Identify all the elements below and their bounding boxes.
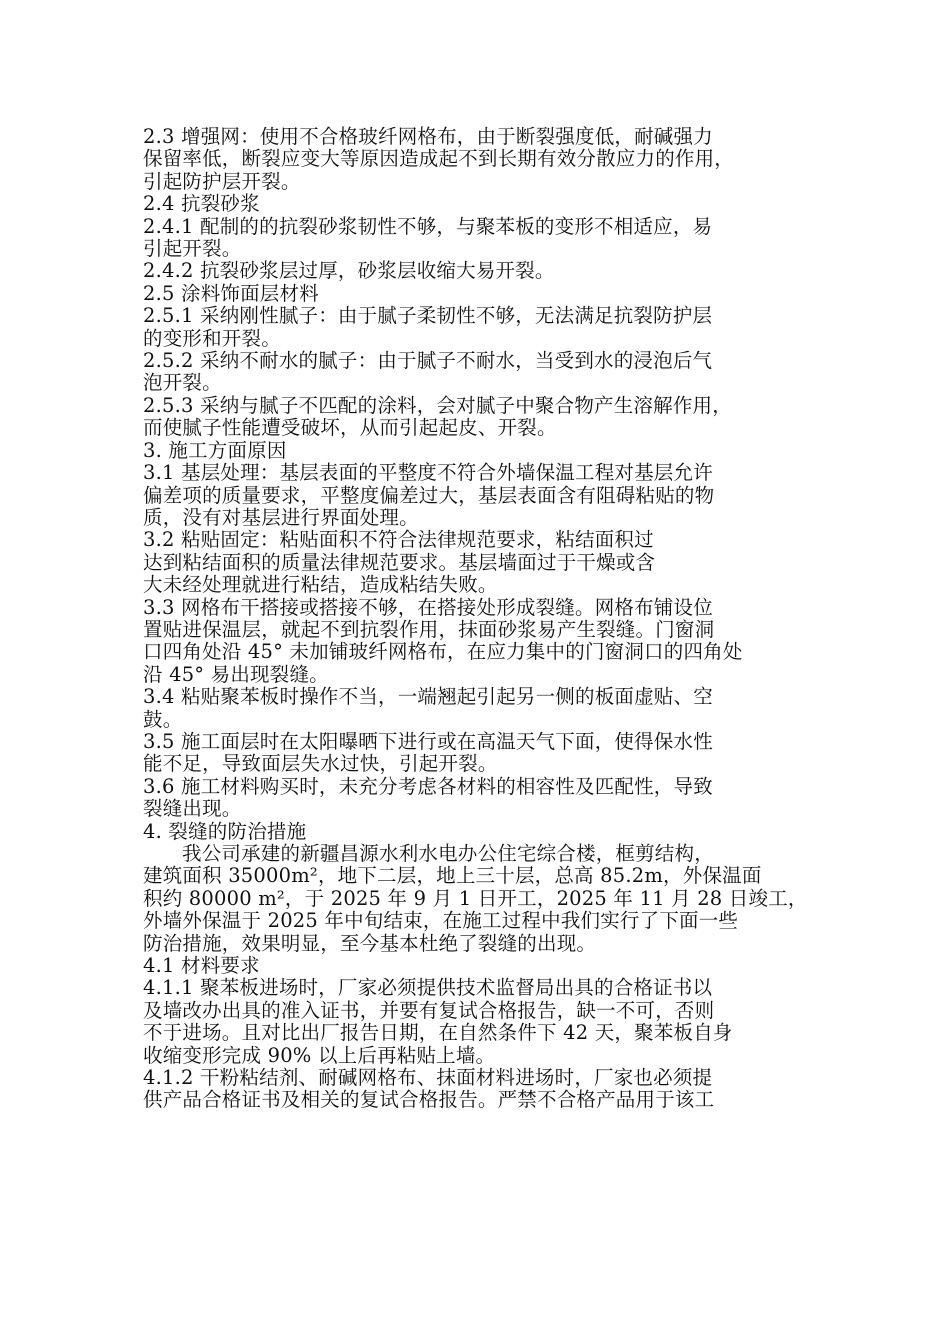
text-line: 3.2 粘贴固定：粘贴面积不符合法律规范要求，粘结面积过 [143,528,654,552]
text-line: 供产品合格证书及相关的复试合格报告。严禁不合格产品用于该工 [143,1088,715,1112]
paragraph-p-4-1-2 [143,1067,813,1112]
paragraph-p-2-3 [143,126,813,193]
text-line: 的变形和开裂。 [143,326,281,350]
text-line: 防治措施，效果明显，至今基本杜绝了裂缝的出现。 [143,931,597,955]
text-line: 口四角处沿 45° 未加铺玻纤网格布，在应力集中的门窗洞口的四角处 [143,640,743,664]
paragraph-p-3-3 [143,597,813,687]
paragraph-p-4-1-1 [143,977,813,1067]
paragraph-p-2-5-1 [143,305,813,350]
text-line: 不于进场。且对比出厂报告日期，在自然条件下 42 天，聚苯板自身 [143,1021,733,1045]
text-line: 2.5.2 采纳不耐水的腻子：由于腻子不耐水，当受到水的浸泡后气 [143,349,713,373]
text-line: 达到粘结面积的质量法律规范要求。基层墙面过于干燥或含 [143,550,656,574]
paragraph-p-4-intro [143,843,813,955]
text-line: 而使腻子性能遭受破坏，从而引起起皮、开裂。 [143,416,557,440]
text-line: 我公司承建的新疆昌源水利水电办公住宅综合楼，框剪结构， [182,842,714,865]
text-line: 能不足，导致面层失水过快，引起开裂。 [143,752,498,776]
paragraph-p-2-5-3 [143,395,813,440]
text-line: 4. 裂缝的防治措施 [143,819,307,843]
paragraph-p-3-5 [143,731,813,776]
paragraph-p-3-2 [143,529,813,596]
text-line: 3.1 基层处理：基层表面的平整度不符合外墙保温工程对基层允许 [143,461,713,485]
text-line: 积约 80000 m²，于 2025 年 9 月 1 日开工，2025 年 11 月 28 日竣工， [143,886,808,910]
text-line: 建筑面积 35000m²，地下二层，地上三十层，总高 85.2m，外保温面 [143,864,762,888]
text-line: 3.5 施工面层时在太阳曝晒下进行或在高温天气下面，使得保水性 [143,729,713,753]
text-line: 4.1 材料要求 [143,954,260,978]
paragraph-p-3-1 [143,462,813,529]
paragraph-p-2-4 [143,193,813,215]
text-line: 收缩变形完成 90% 以上后再粘贴上墙。 [143,1043,496,1067]
text-line: 引起开裂。 [143,237,242,261]
text-line: 偏差项的质量要求，平整度偏差过大，基层表面含有阻碍粘贴的物 [143,483,715,507]
text-line: 2.5.3 采纳与腻子不匹配的涂料，会对腻子中聚合物产生溶解作用， [143,393,732,417]
text-line: 4.1.2 干粉粘结剂、耐碱网格布、抹面材料进场时，厂家也必须提 [143,1066,713,1090]
text-line: 3.4 粘贴聚苯板时操作不当，一端翘起引起另一侧的板面虚贴、空 [143,685,713,709]
paragraph-p-3-6 [143,776,813,821]
text-line: 质，没有对基层进行界面处理。 [143,505,419,529]
text-line: 2.4.1 配制的的抗裂砂浆韧性不够，与聚苯板的变形不相适应，易 [143,214,713,238]
text-line: 2.5 涂料饰面层材料 [143,281,319,305]
text-line: 2.3 增强网：使用不合格玻纤网格布，由于断裂强度低，耐碱强力 [143,125,713,148]
paragraph-p-2-4-2 [143,260,813,282]
text-line: 2.4.2 抗裂砂浆层过厚，砂浆层收缩大易开裂。 [143,259,555,283]
text-line: 4.1.1 聚苯板进场时，厂家必须提供技术监督局出具的合格证书以 [143,976,713,1000]
document-body [143,126,813,1112]
text-line: 鼓。 [143,707,183,731]
text-line: 2.5.1 采纳刚性腻子：由于腻子柔韧性不够，无法满足抗裂防护层 [143,304,713,328]
text-line: 3.3 网格布干搭接或搭接不够，在搭接处形成裂缝。网格布铺设位 [143,595,713,619]
text-line: 引起防护层开裂。 [143,169,301,193]
text-line: 大未经处理就进行粘结，造成粘结失败。 [143,573,498,597]
text-line: 及墙改办出具的准入证书，并要有复试合格报告，缺一不可，否则 [143,998,715,1022]
paragraph-p-3 [143,440,813,462]
text-line: 外墙外保温于 2025 年中旬结束，在施工过程中我们实行了下面一些 [143,909,739,933]
paragraph-p-2-4-1 [143,216,813,261]
text-line: 保留率低，断裂应变大等原因造成起不到长期有效分散应力的作用， [143,147,735,171]
paragraph-p-4 [143,821,813,843]
text-line: 3. 施工方面原因 [143,438,287,462]
text-line: 裂缝出现。 [143,797,242,821]
text-line: 3.6 施工材料购买时，未充分考虑各材料的相容性及匹配性，导致 [143,774,713,798]
paragraph-p-2-5 [143,283,813,305]
paragraph-p-4-1 [143,955,813,977]
paragraph-p-2-5-2 [143,350,813,395]
paragraph-p-3-4 [143,686,813,731]
text-line: 泡开裂。 [143,371,222,395]
text-line: 2.4 抗裂砂浆 [143,192,260,216]
text-line: 置贴进保温层，就起不到抗裂作用，抹面砂浆易产生裂缝。门窗洞 [143,617,715,641]
text-line: 沿 45° 易出现裂缝。 [143,662,329,686]
